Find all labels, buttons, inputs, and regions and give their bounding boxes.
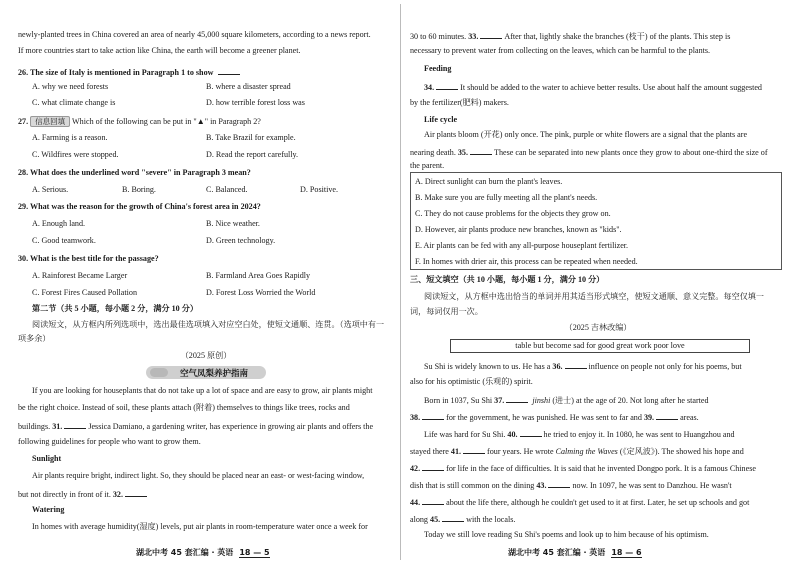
paragraph-text: 38. for the government, he was punished. He was sent to far and 39. areas. (410, 413, 699, 422)
paragraph-text: following guidelines for people who want to grow them. (18, 437, 201, 446)
topic-banner (146, 366, 266, 379)
left-column (18, 0, 394, 566)
option: A. Rainforest Became Larger (32, 271, 128, 280)
option: A. Enough land. (32, 219, 86, 228)
option: A. why we need forests (32, 82, 109, 91)
option-f: F. In homes with drier air, this process can be repeated when needed. (415, 257, 638, 266)
paragraph-text: Born in 1037, Su Shi 37. jinshi (进士) at the age of 20. Not long after he started (424, 396, 709, 405)
option-a: A. Direct sunlight can burn the plant's leaves. (415, 177, 563, 186)
paragraph-text: 30 to 60 minutes. 33. After that, lightly shake the branches (枝干) of the plants. This step is (410, 32, 731, 41)
option: D. Green technology. (206, 236, 276, 245)
answer-blank[interactable] (480, 30, 502, 39)
subheading: Watering (32, 505, 65, 514)
paragraph-text: dish that is still common on the dining 43. now. In 1097, he was sent to Danzhou. He wasn't (410, 481, 732, 490)
option: B. where a disaster spread (206, 82, 291, 91)
answer-blank[interactable] (565, 360, 587, 369)
answer-blank[interactable] (506, 394, 528, 403)
option: B. Boring. (122, 185, 156, 194)
option-c: C. They do not cause problems for the objects they grow on. (415, 209, 611, 218)
paragraph-text: Life was hard for Su Shi. 40. he tried to enjoy it. In 1080, he was sent to Huangzhou and (424, 430, 735, 439)
subheading: Sunlight (32, 454, 62, 463)
option: B. Farmland Area Goes Rapidly (206, 271, 311, 280)
paragraph-text: Su Shi is widely known to us. He has a 36. influence on people not only for his poems, but (424, 362, 742, 371)
answer-blank[interactable] (436, 81, 458, 90)
option: C. what climate change is (32, 98, 116, 107)
paragraph-text: the parent. (410, 161, 445, 170)
paragraph-text: 42. for life in the face of difficulties. It is said that he invented Dongpo pork. It is a famous Chinese (410, 464, 756, 473)
page-number: 18 — 6 (611, 548, 642, 557)
banner-title: 空气凤梨养护指南 (180, 369, 249, 379)
section-heading: 三、短文填空（共 10 小题，每小题 1 分，满分 10 分） (410, 275, 605, 284)
option: D. Read the report carefully. (206, 150, 299, 159)
options-box (410, 172, 782, 270)
question-stem: Which of the following can be put in "▲" in Paragraph 2? (72, 117, 261, 126)
option-b: B. Make sure you are fully meeting all the plant's needs. (415, 193, 598, 202)
answer-blank[interactable] (125, 488, 147, 497)
page-number: 18 — 5 (239, 548, 270, 557)
answer-blank[interactable] (442, 513, 464, 522)
answer-blank[interactable] (64, 420, 86, 429)
option: B. Take Brazil for example. (206, 133, 296, 142)
question-28: 28. What does the underlined word "severe" in Paragraph 3 mean? (18, 168, 251, 177)
banner-icon (150, 368, 168, 377)
section-heading: 第二节（共 5 小题，每小题 2 分，满分 10 分） (32, 304, 198, 313)
paragraph-text: buildings. 31. Jessica Damiano, a gardening writer, has experience in growing air plants and offers the (18, 422, 374, 431)
paragraph-text: 34. It should be added to the water to achieve better results. Use about half the amount suggested (424, 83, 762, 92)
paragraph-text: also for his optimistic (乐观的) spirit. (410, 377, 533, 386)
instruction-text: 词，每词仅用一次。 (410, 307, 483, 316)
answer-blank[interactable] (520, 428, 542, 437)
paragraph-text: Today we still love reading Su Shi's poems and look up to him because of his optimism. (424, 530, 709, 539)
instruction-text: 阅读短文，从方框中选出恰当的单词并用其适当形式填空，使短文通顺、意义完整。每空仅填一 (424, 292, 764, 301)
option-e: E. Air plants can be fed with any all-purpose houseplant fertilizer. (415, 241, 629, 250)
option: A. Farming is a reason. (32, 133, 108, 142)
question-29: 29. What was the reason for the growth of China's forest area in 2024? (18, 202, 261, 211)
question-26 (18, 66, 242, 78)
option: C. Wildfires were stopped. (32, 150, 119, 159)
answer-blank[interactable] (548, 479, 570, 488)
paragraph-text: Air plants require bright, indirect light. So, they should be placed near an east- or west-facing window, (32, 471, 365, 480)
subheading: Life cycle (424, 115, 458, 124)
option-d: D. However, air plants produce new branches, known as "kids". (415, 225, 622, 234)
word-bank: table but become sad for good great work poor love (450, 339, 750, 353)
option: C. Forest Fires Caused Pollation (32, 288, 137, 297)
answer-blank[interactable] (422, 496, 444, 505)
answer-blank[interactable] (463, 445, 485, 454)
paragraph-text: necessary to prevent water from collecting on the leaves, which can be harmful to the plants. (410, 46, 711, 55)
paragraph-text: 44. about the life there, although he couldn't get used to it at first. Later, he set up schools and got (410, 498, 750, 507)
paragraph-text: In homes with average humidity(湿度) levels, put air plants in room-temperature water once a week for (32, 522, 368, 531)
option: C. Good teamwork. (32, 236, 96, 245)
paragraph-text: Air plants bloom (开花) only once. The pink, purple or white flowers are a signal that the plants are (424, 130, 748, 139)
source-label: （2025 吉林改编） (564, 323, 632, 332)
answer-blank[interactable] (422, 462, 444, 471)
paragraph-text: but not directly in front of it. 32. (18, 488, 149, 500)
right-column (410, 0, 786, 566)
info-badge: 信息回填 (30, 116, 70, 127)
option: D. Positive. (300, 185, 338, 194)
answer-blank[interactable] (656, 411, 678, 420)
subheading: Feeding (424, 64, 452, 73)
instruction-text: 阅读短文，从方框内所列选项中，选出最佳选项填入对应空白处，使短文通顺、连贯。（选项中有一 (32, 320, 385, 329)
paragraph-text: by the fertilizer(肥料) makers. (410, 98, 509, 107)
option: D. how terrible forest loss was (206, 98, 305, 107)
question-30: 30. What is the best title for the passage? (18, 254, 159, 263)
page-footer: 湖北中考 45 套汇编 · 英语 18 — 6 (508, 548, 642, 557)
paragraph-text: along 45. with the locals. (410, 515, 516, 524)
option: B. Nice weather. (206, 219, 260, 228)
paragraph-text: be the right choice. Instead of soil, these plants attach (附着) themselves to things like trees, rocks and (18, 403, 350, 412)
page-footer: 湖北中考 45 套汇编 · 英语 18 — 5 (136, 548, 270, 557)
option: D. Forest Loss Worried the World (206, 288, 316, 297)
paragraph-text: newly-planted trees in China covered an area of nearly 45,000 square kilometers, according to a news report. (18, 30, 371, 39)
answer-blank[interactable] (422, 411, 444, 420)
question-stem: 26. The size of Italy is mentioned in Paragraph 1 to show (18, 68, 214, 77)
instruction-text: 项多余） (18, 334, 51, 343)
paragraph-text: nearing death. 35. These can be separated into new plants once they grow to about one-third the size of (410, 148, 768, 157)
source-label: （2025 原创） (180, 351, 232, 360)
column-divider (400, 4, 401, 560)
question-27: 27. 信息回填 Which of the following can be put in "▲" in Paragraph 2? (18, 117, 261, 126)
paragraph-text: stayed there 41. four years. He wrote Calming the Waves (《定风波》). The showed his hope and (410, 447, 744, 456)
paragraph-text: If you are looking for houseplants that do not take up a lot of space and are easy to grow, air plants might (32, 386, 373, 395)
option: A. Serious. (32, 185, 69, 194)
answer-blank[interactable] (470, 146, 492, 155)
option: C. Balanced. (206, 185, 248, 194)
paragraph-text: If more countries start to take action like China, the earth will become a greener planet. (18, 46, 301, 55)
